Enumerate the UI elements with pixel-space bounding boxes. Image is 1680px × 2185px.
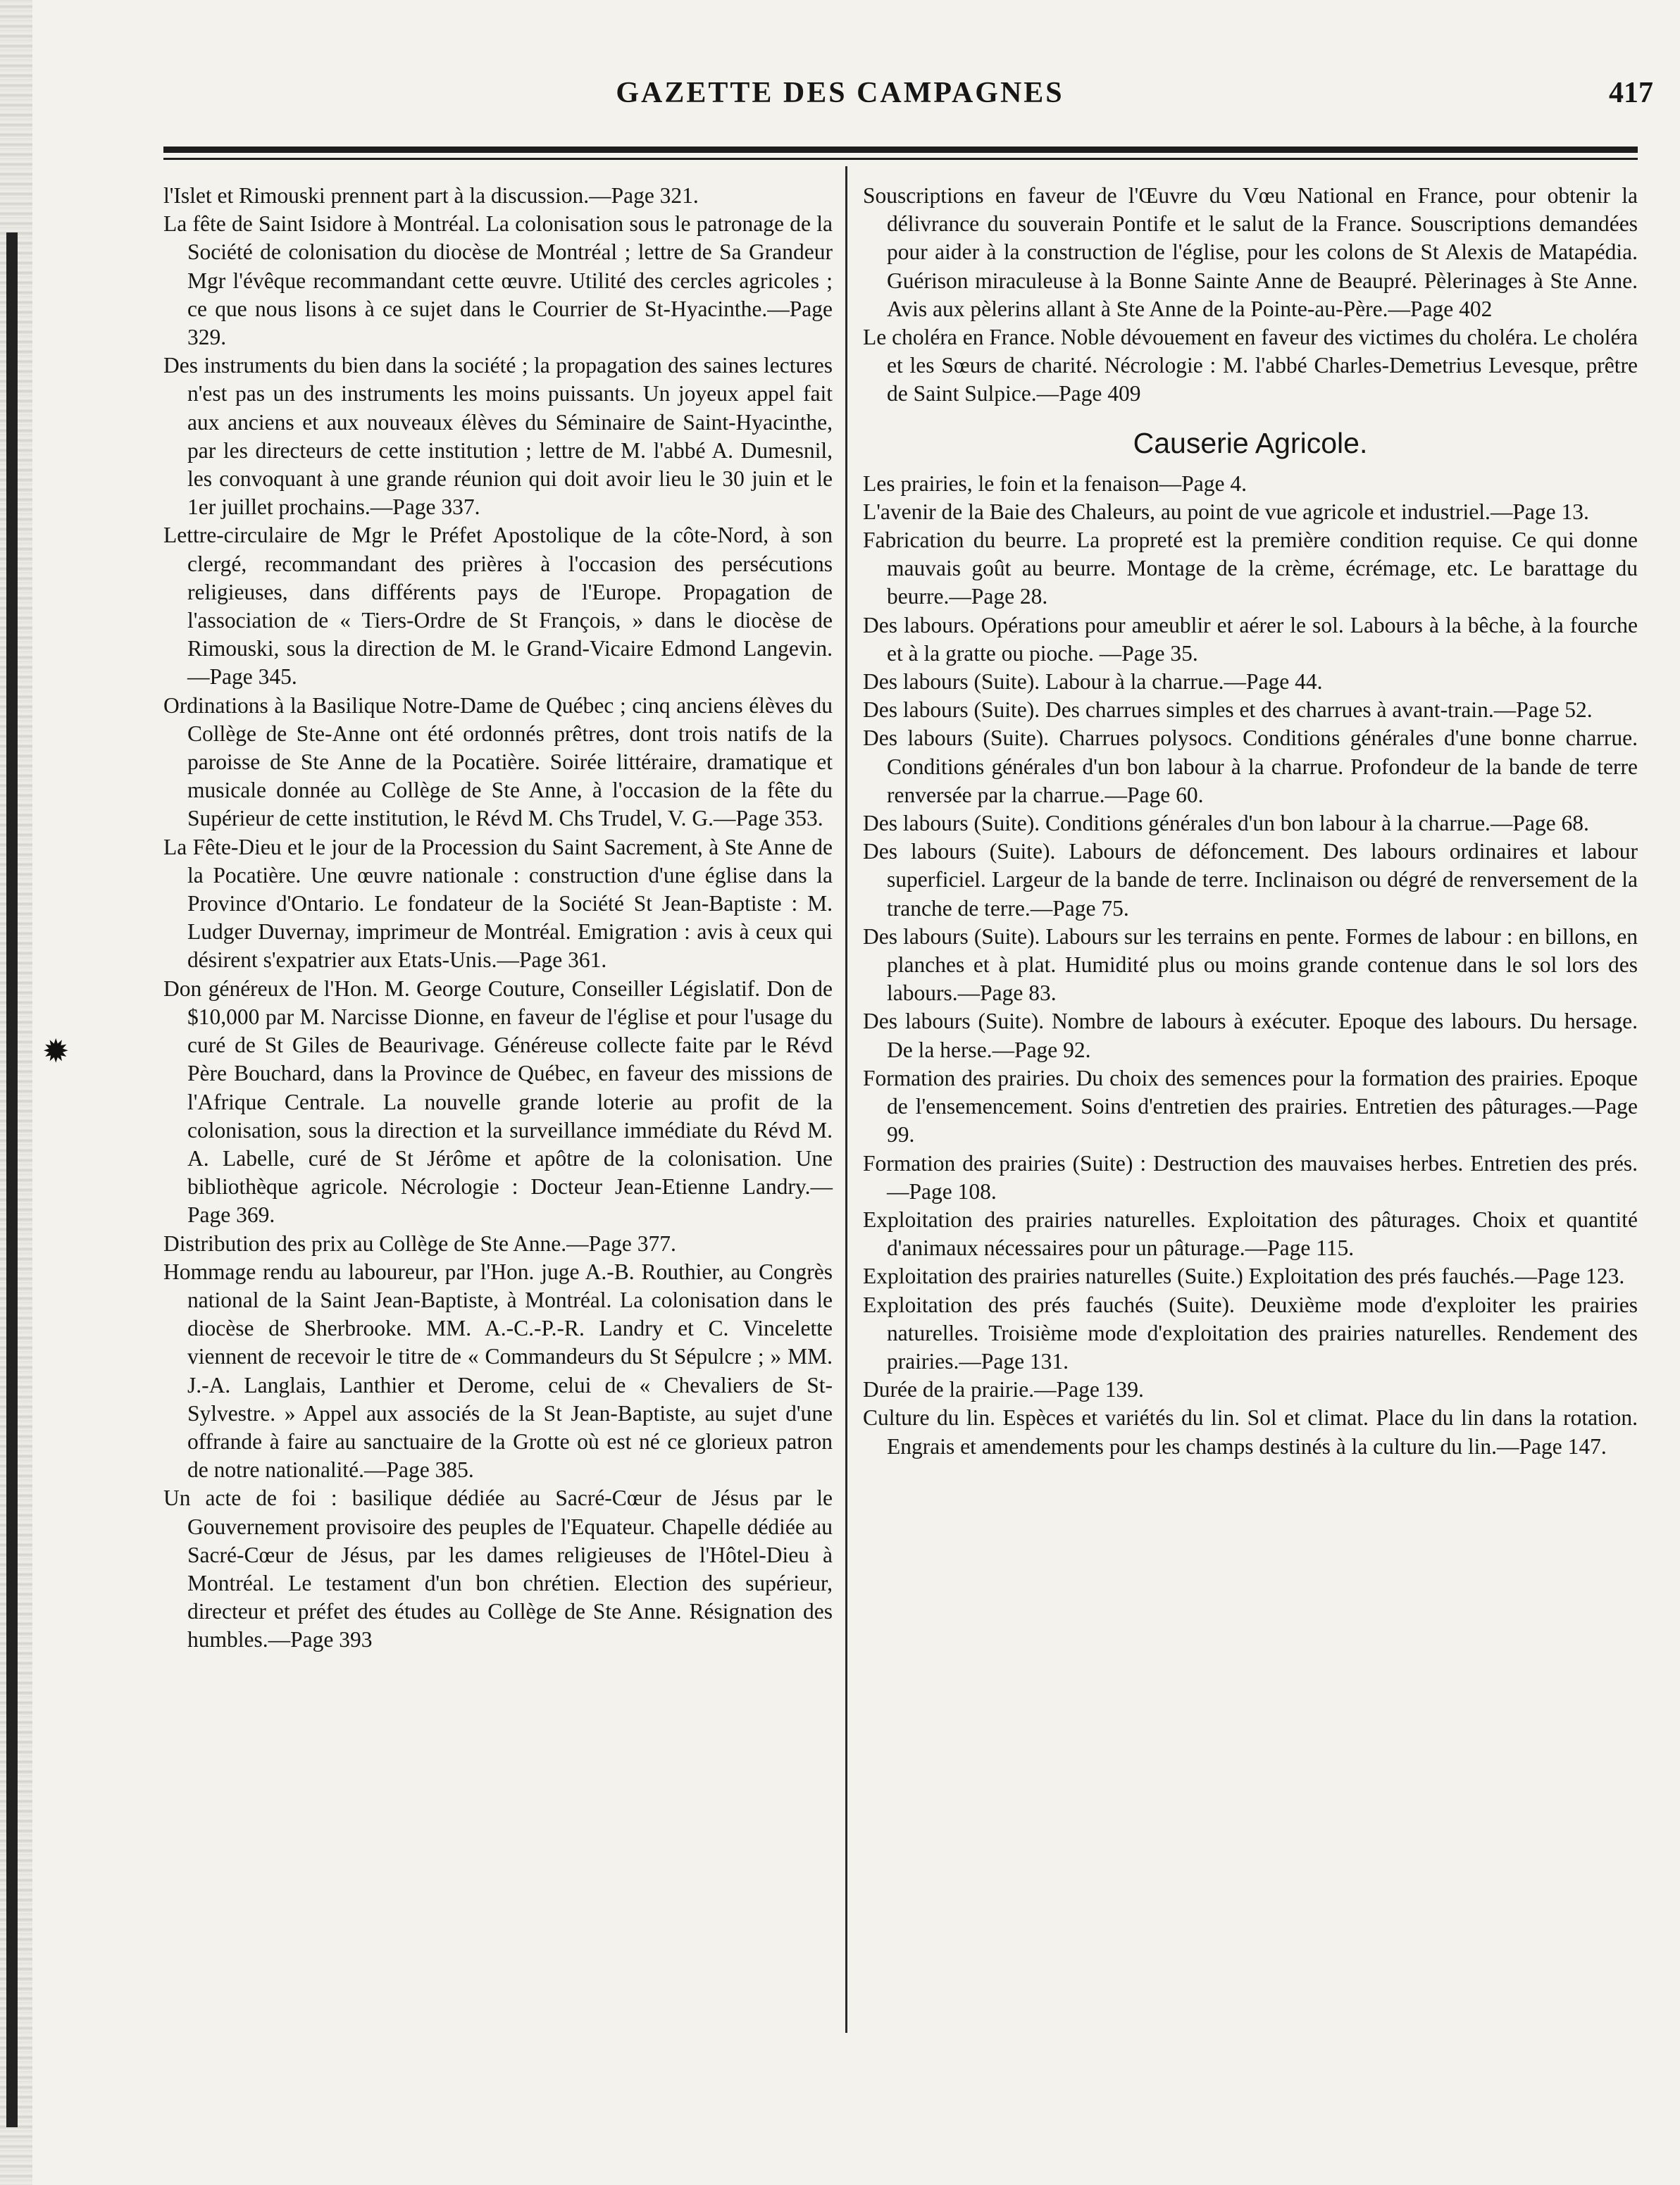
ink-blot-mark: ✹ bbox=[42, 1033, 70, 1069]
index-entry: Distribution des prix au Collège de Ste Anne.—Page 377. bbox=[163, 1231, 676, 1256]
index-entry: Le choléra en France. Noble dévouement en faveur des victimes du choléra. Le choléra et les Sœurs de charité. Nécrologie : M. l'abbé Charles-Demetrius Levesque, prêtre de Saint Sulpice.—Page 409 bbox=[863, 325, 1638, 406]
index-entry: Des labours (Suite). Nombre de labours à exécuter. Epoque des labours. Du hersage. De la herse.—Page 92. bbox=[863, 1009, 1638, 1062]
index-entry: Les prairies, le foin et la fenaison—Page 4. bbox=[863, 471, 1247, 496]
index-entry: L'avenir de la Baie des Chaleurs, au point de vue agricole et industriel.—Page 13. bbox=[863, 499, 1589, 524]
index-entry: l'Islet et Rimouski prennent part à la discussion.—Page 321. bbox=[163, 183, 699, 208]
right-column bbox=[863, 182, 1638, 1461]
index-entry: Des labours (Suite). Labour à la charrue.—Page 44. bbox=[863, 669, 1323, 695]
index-entry: Des labours (Suite). Conditions générales d'un bon labour à la charrue.—Page 68. bbox=[863, 811, 1589, 836]
index-entry: Don généreux de l'Hon. M. George Couture, Conseiller Législatif. Don de $10,000 par M. Narcisse Dionne, en faveur de l'église et pour l'usage du curé de St Giles de Beaurivage. Généreuse collecte faite par le Révd Père Bouchard, dans la Province de Québec, en faveur des missions de l'Afrique Centrale. La nouvelle grande loterie au profit de la colonisation, sous la direction et la surveillance immédiate du Révd M. A. Labelle, curé de St Jérôme et apôtre de la colonisation. Une bibliothèque agricole. Nécrologie : Docteur Jean-Etienne Landry.—Page 369. bbox=[163, 976, 833, 1228]
index-entry: Exploitation des prairies naturelles. Exploitation des pâturages. Choix et quantité d'animaux nécessaires pour un pâturage.—Page 115. bbox=[863, 1207, 1638, 1261]
index-entry: Des labours (Suite). Labours de défoncement. Des labours ordinaires et labour superficiel. Largeur de la bande de terre. Inclinaison ou dégré de renversement de la tranche de terre.—Page 75. bbox=[863, 839, 1638, 921]
page-number: 417 bbox=[1609, 77, 1653, 109]
index-entry: Des instruments du bien dans la société ; la propagation des saines lectures n'est pas un des instruments les moins puissants. Un joyeux appel fait aux anciens et aux nouveaux élèves du Séminaire de Saint-Hyacinthe, par les directeurs de cette institution ; lettre de M. l'abbé A. Dumesnil, les convoquant à une grande réunion qui doit avoir lieu le 30 juin et le 1er juillet prochains.—Page 337. bbox=[163, 353, 833, 520]
index-entry: Hommage rendu au laboureur, par l'Hon. juge A.-B. Routhier, au Congrès national de la Saint Jean-Baptiste, à Montréal. La colonisation dans le diocèse de Sherbrooke. MM. A.-C.-P.-R. Landry et C. Vincelette viennent de recevoir le titre de « Commandeurs du St Sépulcre ; » MM. J.-A. Langlais, Lanthier et Derome, celui de « Chevaliers de St-Sylvestre. » Appel aux associés de la St Jean-Baptiste, au sujet d'une offrande à faire au sanctuaire de la Grotte où est né ce glorieux patron de notre nationalité.—Page 385. bbox=[163, 1259, 833, 1483]
index-entry: Durée de la prairie.—Page 139. bbox=[863, 1377, 1144, 1402]
index-entry: La fête de Saint Isidore à Montréal. La colonisation sous le patronage de la Société de colonisation du diocèse de Montréal ; lettre de Sa Grandeur Mgr l'évêque recommandant cette œuvre. Utilité des cercles agricoles ; ce que nous lisons à ce sujet dans le Courrier de St-Hyacinthe.—Page 329. bbox=[163, 211, 833, 350]
header-rule-thick bbox=[163, 147, 1638, 153]
left-column bbox=[163, 182, 833, 1655]
index-entry: Exploitation des prairies naturelles (Suite.) Exploitation des prés fauchés.—Page 123. bbox=[863, 1264, 1625, 1289]
index-entry: Des labours (Suite). Des charrues simples et des charrues à avant-train.—Page 52. bbox=[863, 697, 1593, 723]
index-entry: Exploitation des prés fauchés (Suite). Deuxième mode d'exploiter les prairies naturelles. Troisième mode d'exploitation des prairies naturelles. Rendement des prairies.—Page 131. bbox=[863, 1292, 1638, 1374]
index-entry: Des labours. Opérations pour ameublir et aérer le sol. Labours à la bêche, à la fourche et à la gratte ou pioche. —Page 35. bbox=[863, 612, 1638, 666]
index-entry: Lettre-circulaire de Mgr le Préfet Apostolique de la côte-Nord, à son clergé, recommandant des prières à l'occasion des persécutions religieuses, dans différents pays de l'Europe. Propagation de l'association de « Tiers-Ordre de St François, » dans le diocèse de Rimouski, sous la direction de M. le Grand-Vicaire Edmond Langevin.—Page 345. bbox=[163, 523, 833, 690]
page-title: GAZETTE DES CAMPAGNES bbox=[616, 77, 1064, 109]
index-entry: Des labours (Suite). Labours sur les terrains en pente. Formes de labour : en billons, en planches et à plat. Humidité plus ou moins grande contenue dans le sol lors des labours.—Page 83. bbox=[863, 923, 1638, 1006]
header-rule-thin bbox=[163, 158, 1638, 160]
index-entry: Souscriptions en faveur de l'Œuvre du Vœu National en France, pour obtenir la délivrance du souverain Pontife et le salut de la France. Souscriptions demandées pour aider à la construction de l'église, pour les colons de St Alexis de Matapédia. Guérison miraculeuse à la Bonne Sainte Anne de Beaupré. Pèlerinages à Ste Anne. Avis aux pèlerins allant à Ste Anne de la Pointe-au-Père.—Page 402 bbox=[863, 183, 1638, 321]
index-entry: Des labours (Suite). Charrues polysocs. Conditions générales d'une bonne charrue. Conditions générales d'un bon labour à la charrue. Profondeur de la bande de terre renversée par la charrue.—Page 60. bbox=[863, 726, 1638, 807]
section-heading: Causerie Agricole. bbox=[1133, 426, 1368, 459]
index-entry: Formation des prairies. Du choix des semences pour la formation des prairies. Epoque de l'ensemencement. Soins d'entretien des prairies. Entretien des pâturages.—Page 99. bbox=[863, 1065, 1638, 1147]
binding-bar bbox=[6, 232, 18, 2127]
index-entry: Formation des prairies (Suite) : Destruction des mauvaises herbes. Entretien des prés.—Page 108. bbox=[863, 1150, 1638, 1204]
index-entry: Un acte de foi : basilique dédiée au Sacré-Cœur de Jésus par le Gouvernement provisoire des peuples de l'Equateur. Chapelle dédiée au Sacré-Cœur de Jésus, par les dames religieuses de l'Hôtel-Dieu à Montréal. Le testament d'un bon chrétien. Election des supérieur, directeur et préfet des études au Collège de Ste Anne. Résignation des humbles.—Page 393 bbox=[163, 1486, 833, 1652]
index-entry: Ordinations à la Basilique Notre-Dame de Québec ; cinq anciens élèves du Collège de Ste-Anne ont été ordonnés prêtres, dont trois natifs de la paroisse de Ste Anne de la Pocatière. Soirée littéraire, dramatique et musicale donnée au Collège de Ste Anne, à l'occasion de la fête du Supérieur de cette institution, le Révd M. Chs Trudel, V. G.—Page 353. bbox=[163, 692, 833, 831]
index-entry: Culture du lin. Espèces et variétés du lin. Sol et climat. Place du lin dans la rotation. Engrais et amendements pour les champs destinés à la culture du lin.—Page 147. bbox=[863, 1405, 1638, 1459]
index-entry: La Fête-Dieu et le jour de la Procession du Saint Sacrement, à Ste Anne de la Pocatière. Une œuvre nationale : construction d'une église dans la Province d'Ontario. Le fondateur de la Société St Jean-Baptiste : M. Ludger Duvernay, imprimeur de Montréal. Emigration : avis à ceux qui désirent s'expatrier aux Etats-Unis.—Page 361. bbox=[163, 834, 833, 973]
index-entry: Fabrication du beurre. La propreté est la première condition requise. Ce qui donne mauvais goût au beurre. Montage de la crème, écrémage, etc. Le barattage du beurre.—Page 28. bbox=[863, 528, 1638, 609]
column-divider bbox=[845, 166, 847, 2033]
